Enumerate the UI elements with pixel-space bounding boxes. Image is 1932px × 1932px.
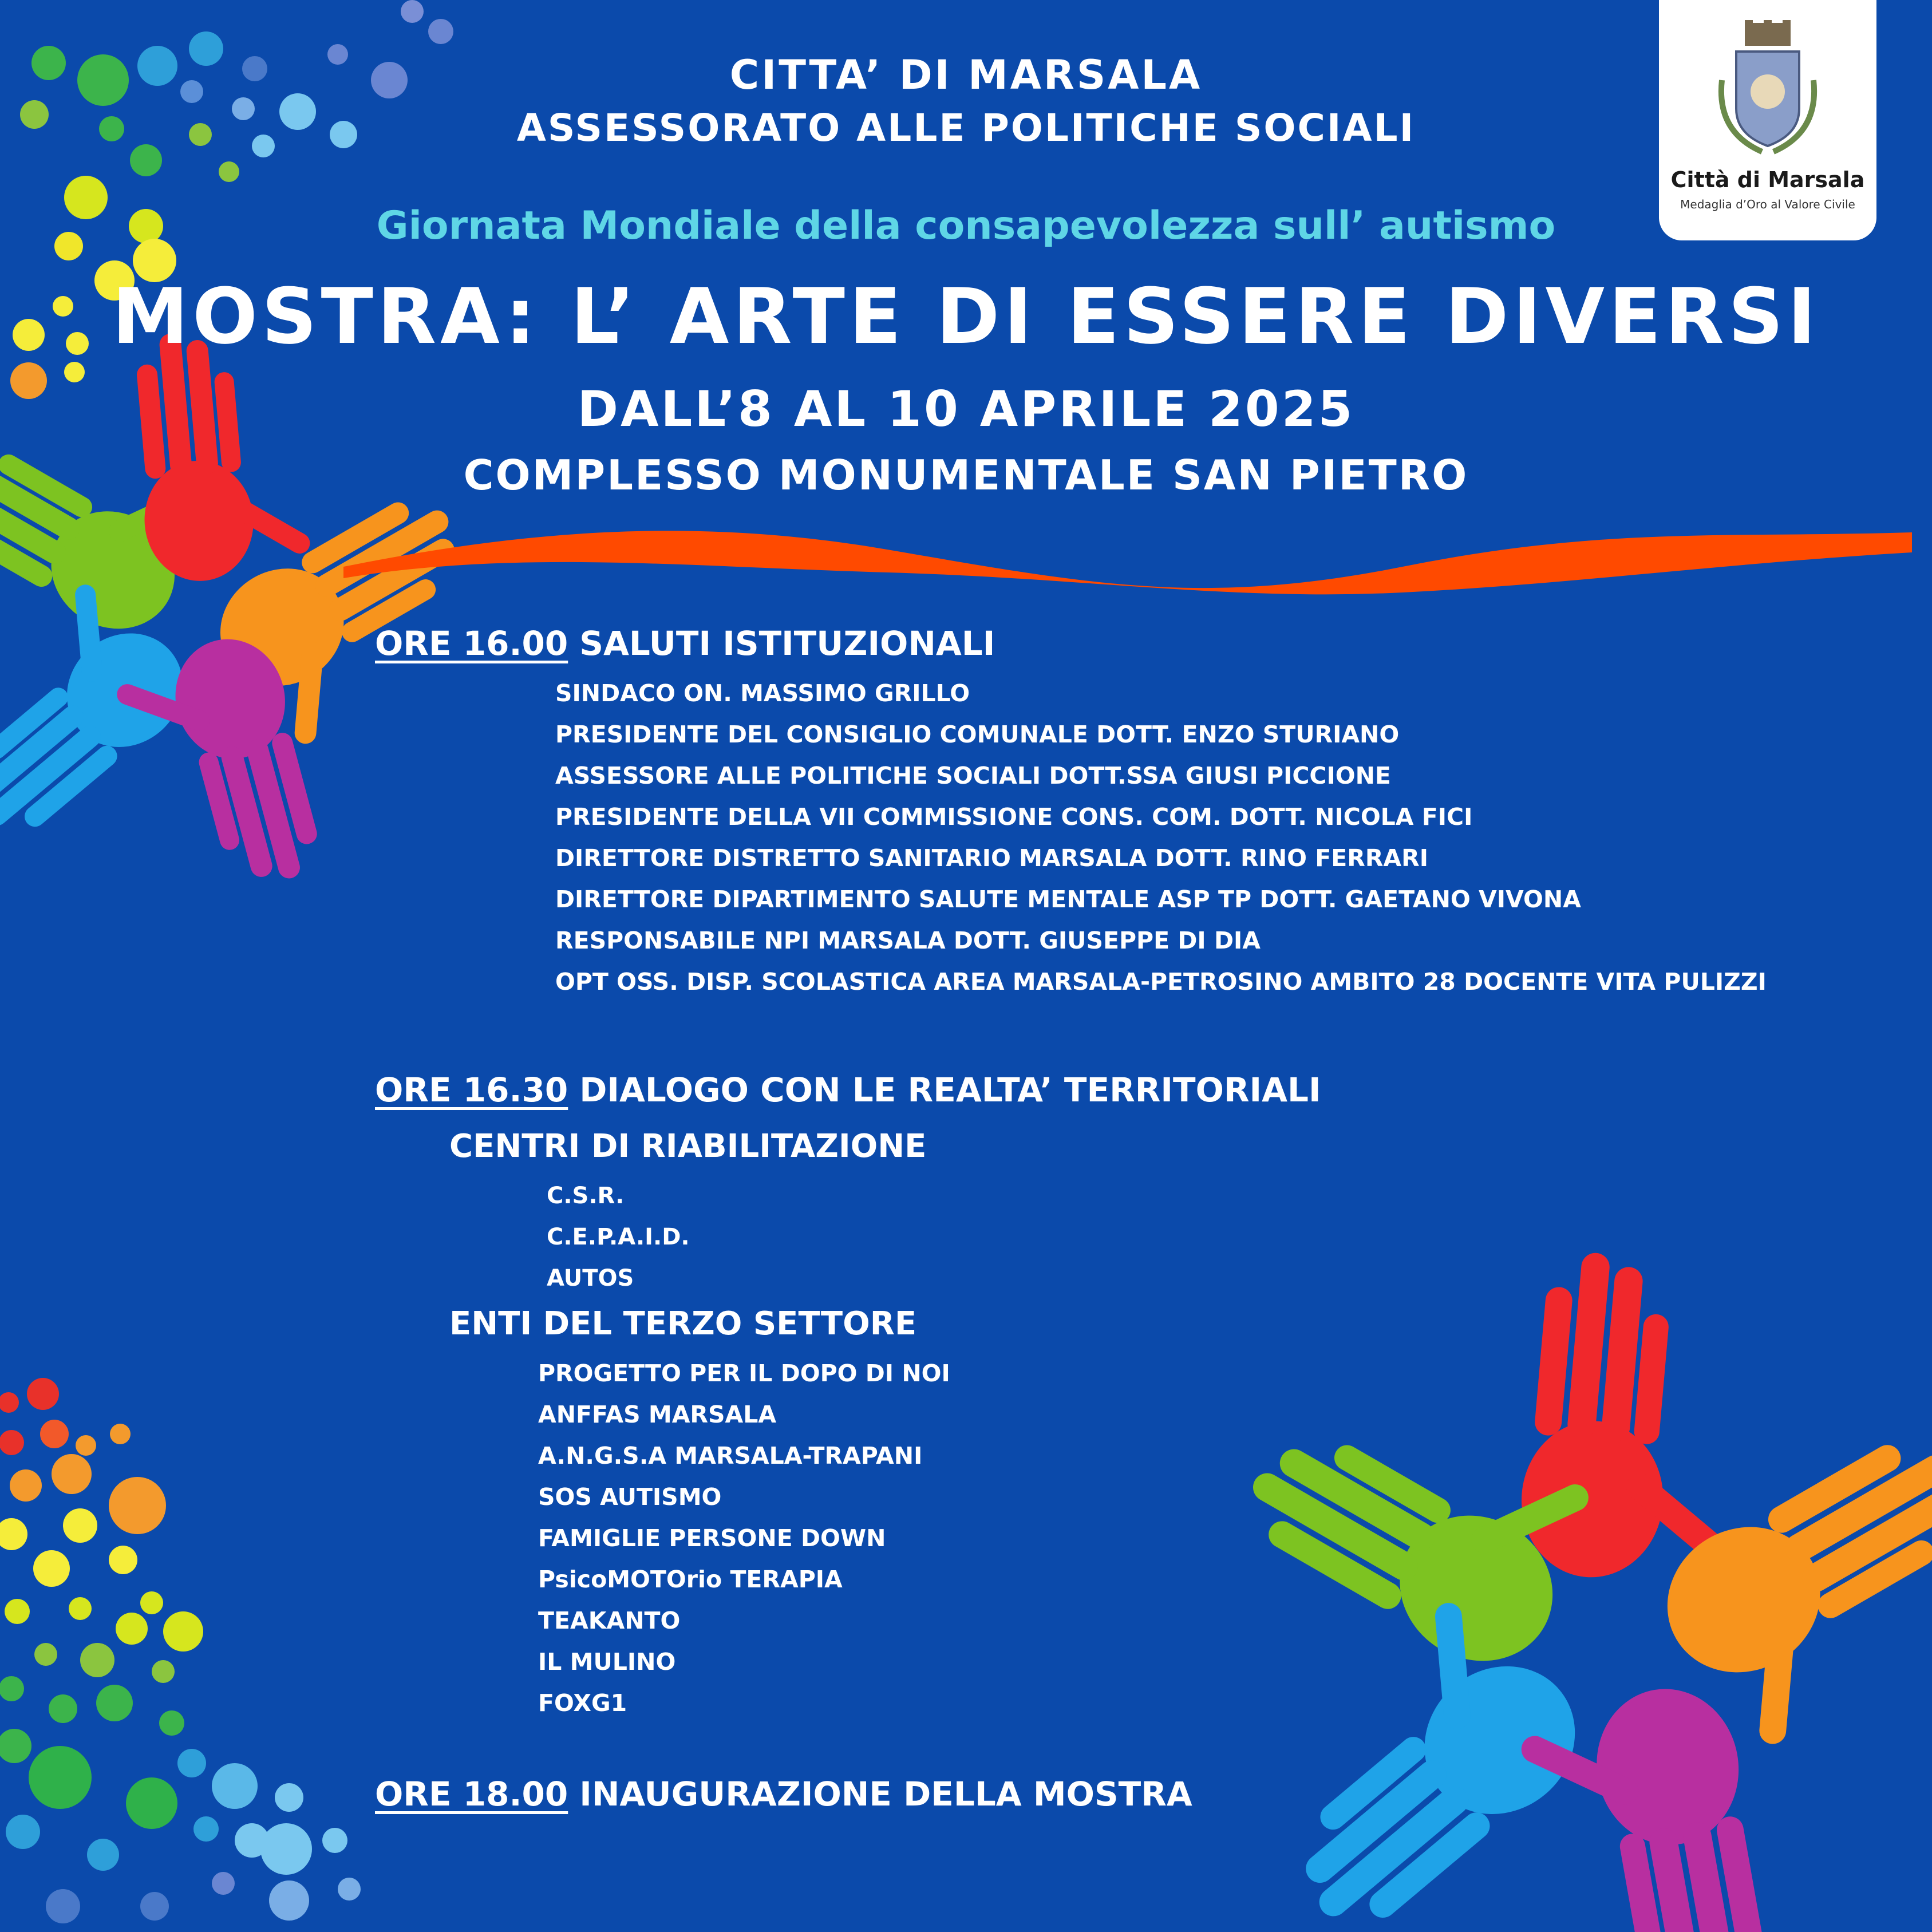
category-third-sector: ENTI DEL TERZO SETTORE: [449, 1305, 917, 1342]
rehab-centers-list: [547, 1175, 690, 1299]
section-title: SALUTI ISTITUZIONALI: [579, 624, 995, 663]
list-item: PROGETTO PER IL DOPO DI NOI: [538, 1360, 950, 1387]
brush-wave: [343, 531, 1912, 594]
list-item: IL MULINO: [538, 1648, 676, 1676]
section-title: INAUGURAZIONE DELLA MOSTRA: [579, 1775, 1192, 1814]
third-sector-list: [538, 1353, 950, 1724]
program-section-3: [375, 1775, 1192, 1814]
event-venue: COMPLESSO MONUMENTALE SAN PIETRO: [463, 451, 1469, 499]
list-item: OPT OSS. DISP. SCOLASTICA AREA MARSALA-PETROSINO AMBITO 28 DOCENTE VITA PULIZZI: [555, 968, 1767, 995]
list-item: RESPONSABILE NPI MARSALA DOTT. GIUSEPPE DI DIA: [555, 927, 1261, 954]
list-item: ANFFAS MARSALA: [538, 1401, 777, 1428]
event-title: MOSTRA: L’ ARTE DI ESSERE DIVERSI: [112, 272, 1820, 361]
list-item: ASSESSORE ALLE POLITICHE SOCIALI DOTT.SSA GIUSI PICCIONE: [555, 762, 1391, 789]
category-rehab-centers: CENTRI DI RIABILITAZIONE: [449, 1128, 927, 1165]
list-item: SOS AUTISMO: [538, 1483, 722, 1511]
hands-bottom-right: [1218, 1249, 1932, 1932]
list-item: C.S.R.: [547, 1183, 625, 1209]
section-time: ORE 16.00: [375, 624, 568, 663]
list-item: FAMIGLIE PERSONE DOWN: [538, 1524, 886, 1552]
section-title: DIALOGO CON LE REALTA’ TERRITORIALI: [579, 1070, 1321, 1109]
crest-motto: Medaglia d’Oro al Valore Civile: [1680, 197, 1855, 211]
list-item: DIRETTORE DIPARTIMENTO SALUTE MENTALE ASP TP DOTT. GAETANO VIVONA: [555, 886, 1581, 913]
event-subtitle: Giornata Mondiale della consapevolezza sull’ autismo: [376, 203, 1556, 248]
list-item: FOXG1: [538, 1689, 627, 1717]
dots-bottom-left: [0, 1378, 361, 1923]
list-item: TEAKANTO: [538, 1607, 681, 1634]
section-time: ORE 18.00: [375, 1775, 568, 1814]
list-item: AUTOS: [547, 1265, 634, 1291]
header-city: CITTA’ DI MARSALA: [729, 52, 1203, 98]
program-section-1: [375, 624, 995, 663]
list-item: C.E.P.A.I.D.: [547, 1224, 690, 1250]
list-item: DIRETTORE DISTRETTO SANITARIO MARSALA DOTT. RINO FERRARI: [555, 844, 1428, 872]
list-item: PsicoMOTOrio TERAPIA: [538, 1566, 843, 1593]
list-item: A.N.G.S.A MARSALA-TRAPANI: [538, 1442, 923, 1469]
list-item: SINDACO ON. MASSIMO GRILLO: [555, 679, 970, 707]
speakers-list: [555, 673, 1767, 1002]
crest-name: Città di Marsala: [1670, 167, 1865, 192]
header-department: ASSESSORATO ALLE POLITICHE SOCIALI: [516, 106, 1416, 150]
list-item: PRESIDENTE DEL CONSIGLIO COMUNALE DOTT. ENZO STURIANO: [555, 721, 1400, 748]
program-section-2: [375, 1070, 1321, 1109]
list-item: PRESIDENTE DELLA VII COMMISSIONE CONS. COM. DOTT. NICOLA FICI: [555, 803, 1473, 831]
event-dates: DALL’8 AL 10 APRILE 2025: [577, 381, 1355, 438]
section-time: ORE 16.30: [375, 1070, 568, 1109]
